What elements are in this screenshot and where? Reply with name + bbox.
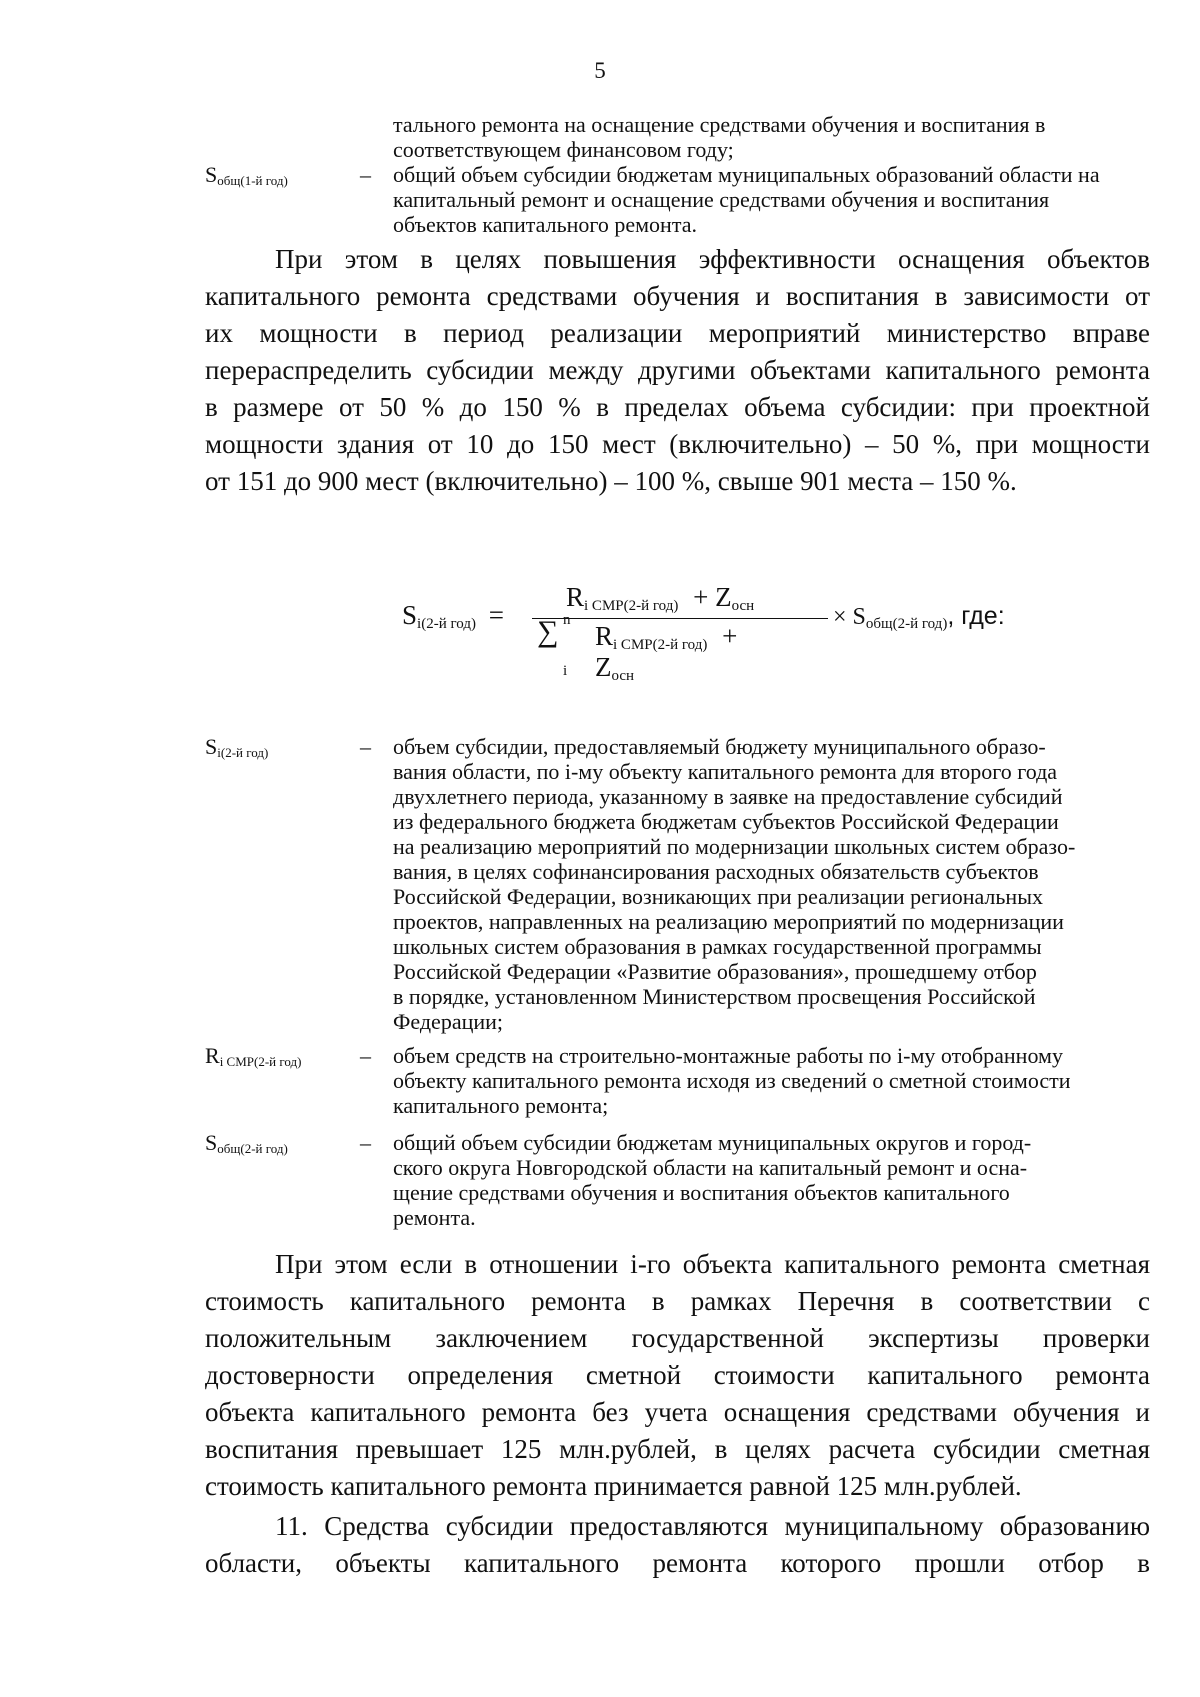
definition-symbol: $S_{i(2-й год)}$ bbox=[205, 734, 269, 760]
text-line: объекта капитального ремонта без учета оснащения средствами обучения и bbox=[205, 1397, 1150, 1427]
text-line: положительным заключением государственной экспертизы проверки bbox=[205, 1323, 1150, 1353]
text-line: стоимость капитального ремонта принимается равной 125 млн.рублей. bbox=[205, 1471, 1022, 1501]
definition-symbol: $R_{i СМР(2-й год)}$ bbox=[205, 1043, 302, 1069]
text-line: области, объекты капитального ремонта которого прошли отбор в bbox=[205, 1548, 1150, 1578]
formula-denominator-r: $R_{i СМР(2-й год)}$ + bbox=[595, 621, 738, 653]
definition-dash: – bbox=[360, 1130, 371, 1155]
text-line: При этом если в отношении i-го объекта капитального ремонта сметная bbox=[275, 1249, 1150, 1279]
formula-rhs: × $S_{общ(2-й год)}$, где: bbox=[833, 602, 1005, 632]
text-line: от 151 до 900 мест (включительно) – 100 %, свыше 901 места – 150 %. bbox=[205, 466, 1017, 496]
text-line: мощности здания от 10 до 150 мест (включительно) – 50 %, при мощности bbox=[205, 429, 1150, 459]
sum-lower-limit: i bbox=[563, 663, 568, 679]
definition-text: объем субсидии, предоставляемый бюджету муниципального образо- вания области, по i-му объекту капитального ремонта для второго года двухлетнего периода, указанному в заявке на предоставление субсидий из федерального бюджета бюджетам субъектов Российской Федерации на реализацию мероприятий по модернизации школьных систем образо- вания, в целях софинансирования расходных обязательств субъектов Российской Федерации, возникающих при реализации региональных проектов, направленных на реализацию мероприятий по модернизации школьных систем образования в рамках государственной программы Российской Федерации «Развитие образования», прошедшему отбор в порядке, установленном Министерством просвещения Российской Федерации; bbox=[393, 734, 1076, 1034]
text-line: воспитания превышает 125 млн.рублей, в целях расчета субсидии сметная bbox=[205, 1434, 1150, 1464]
formula-denominator-z: $Z_{осн}$ bbox=[595, 652, 635, 684]
paragraph-item-11 bbox=[205, 1508, 1150, 1582]
text-line: 11. Средства субсидии предоставляются муниципальному образованию bbox=[275, 1511, 1150, 1541]
text-line: их мощности в период реализации мероприятий министерство вправе bbox=[205, 318, 1150, 348]
definition-symbol: $S_{общ(1-й год)}$ bbox=[205, 162, 288, 188]
fraction-bar bbox=[532, 618, 828, 619]
definition-text: общий объем субсидии бюджетам муниципальных округов и город- ского округа Новгородской области на капитальный ремонт и осна- щение средствами обучения и воспитания объектов капитального ремонта. bbox=[393, 1130, 1032, 1230]
text-line: капитального ремонта средствами обучения и воспитания в зависимости от bbox=[205, 281, 1150, 311]
definition-text: объем средств на строительно-монтажные работы по i-му отобранному объекту капитального ремонта исходя из сведений о сметной стоимости капитального ремонта; bbox=[393, 1043, 1071, 1118]
definition-dash: – bbox=[360, 162, 371, 187]
text-line: При этом в целях повышения эффективности оснащения объектов bbox=[275, 244, 1150, 274]
definition-continuation-text: тального ремонта на оснащение средствами обучения и воспитания в соответствующем финансовом году; bbox=[393, 112, 1046, 162]
subsidy-formula bbox=[0, 540, 1200, 690]
text-line: в размере от 50 % до 150 % в пределах объема субсидии: при проектной bbox=[205, 392, 1150, 422]
definition-dash: – bbox=[360, 734, 371, 759]
definition-symbol: $S_{общ(2-й год)}$ bbox=[205, 1130, 288, 1156]
formula-numerator: $R_{i СМР(2-й год)} + Z_{осн}$ bbox=[566, 582, 755, 614]
sum-sign: ∑ bbox=[537, 615, 559, 648]
definition-text: общий объем субсидии бюджетам муниципальных образований области на капитальный ремонт и оснащение средствами обучения и воспитания объектов капитального ремонта. bbox=[393, 162, 1100, 237]
page-number: 5 bbox=[594, 58, 606, 83]
text-line: стоимость капитального ремонта в рамках Перечня в соответствии с bbox=[205, 1286, 1150, 1316]
text-line: перераспределить субсидии между другими объектами капитального ремонта bbox=[205, 355, 1150, 385]
text-line: достоверности определения сметной стоимости капитального ремонта bbox=[205, 1360, 1150, 1390]
sum-upper-limit: n bbox=[563, 612, 571, 628]
paragraph-redistribution bbox=[205, 241, 1150, 500]
definition-dash: – bbox=[360, 1043, 371, 1068]
formula-lhs: $S_{i(2-й год)}$ = bbox=[402, 600, 504, 632]
paragraph-cost-limit bbox=[205, 1246, 1150, 1505]
